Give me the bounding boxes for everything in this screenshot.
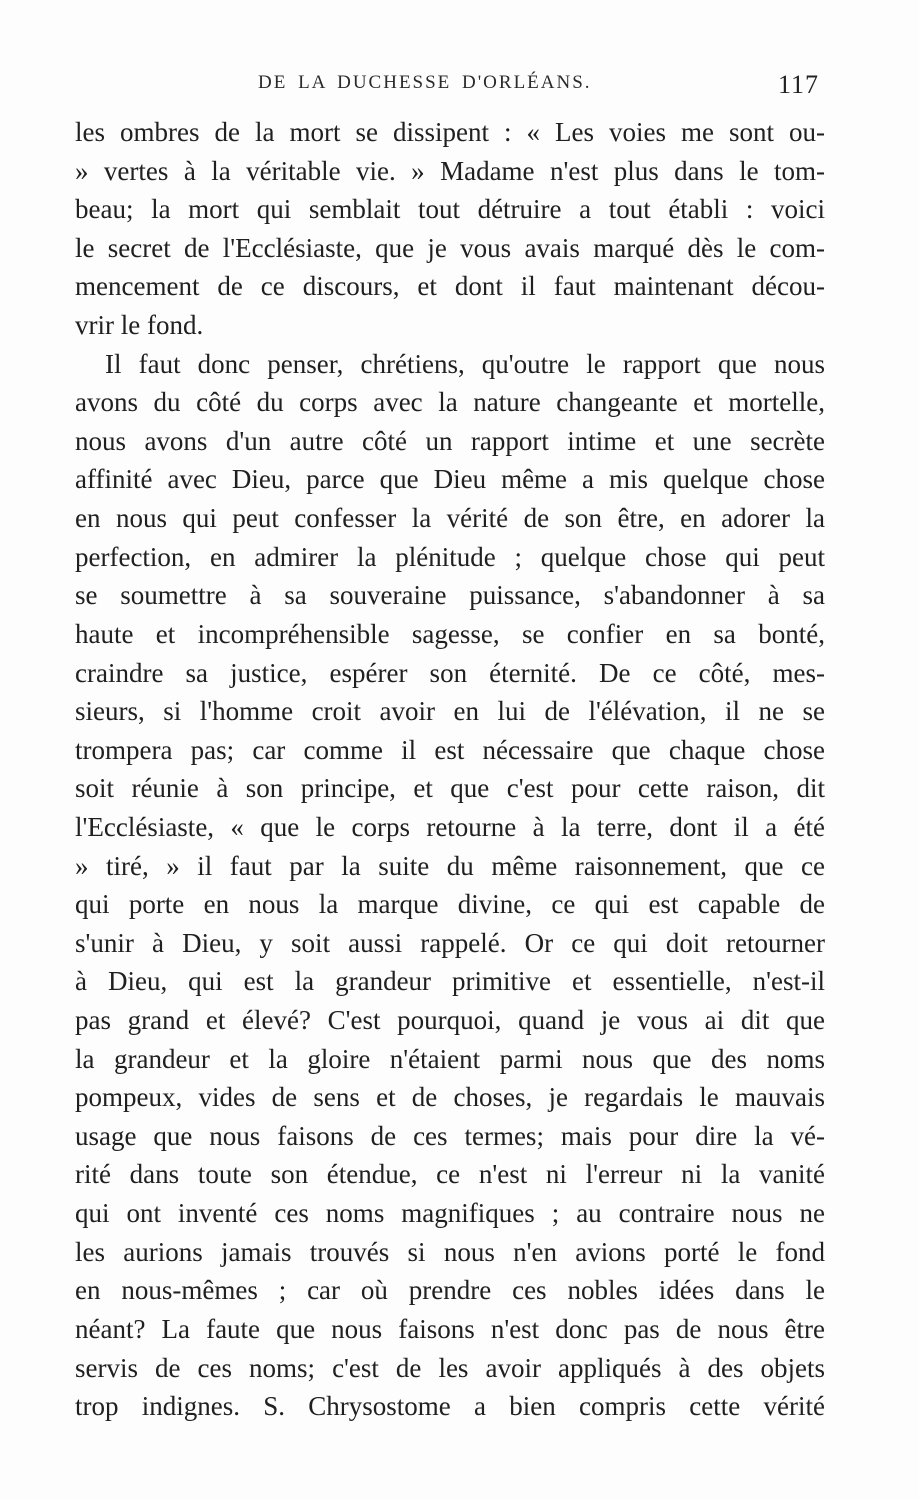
text-line: avons du côté du corps avec la nature changeante et mortelle, [75, 387, 825, 418]
text-line: néant? La faute que nous faisons n'est donc pas de nous être [75, 1313, 825, 1344]
text-line: nous avons d'un autre côté un rapport intime et une secrète [75, 425, 825, 456]
text-line: » tiré, » il faut par la suite du même raisonnement, que ce [75, 850, 825, 881]
text-line: pas grand et élevé? C'est pourquoi, quand je vous ai dit que [75, 1005, 825, 1036]
running-head [0, 70, 919, 104]
text-line: haute et incompréhensible sagesse, se confier en sa bonté, [75, 618, 825, 649]
text-line: mencement de ce discours, et dont il faut maintenant décou- [75, 271, 825, 302]
text-line: en nous qui peut confesser la vérité de son être, en adorer la [75, 503, 825, 534]
page-number: 117 [778, 70, 820, 99]
text-line: les aurions jamais trouvés si nous n'en avions porté le fond [75, 1236, 825, 1267]
text-line: sieurs, si l'homme croit avoir en lui de l'élévation, il ne se [75, 696, 825, 727]
text-line: se soumettre à sa souveraine puissance, s'abandonner à sa [75, 580, 825, 611]
text-line: qui ont inventé ces noms magnifiques ; au contraire nous ne [75, 1198, 825, 1229]
text-line: soit réunie à son principe, et que c'est pour cette raison, dit [75, 773, 825, 804]
text-line: qui porte en nous la marque divine, ce qui est capable de [75, 889, 825, 920]
text-line: usage que nous faisons de ces termes; mais pour dire la vé- [75, 1120, 825, 1151]
text-line: à Dieu, qui est la grandeur primitive et essentielle, n'est-il [75, 966, 825, 997]
running-title: DE LA DUCHESSE D'ORLÉANS. [258, 72, 592, 93]
text-line: les ombres de la mort se dissipent : « Les voies me sont ou- [75, 117, 825, 147]
paragraph-end-line: vrir le fond. [75, 310, 204, 341]
text-line: rité dans toute son étendue, ce n'est ni l'erreur ni la vanité [75, 1159, 825, 1190]
text-line: en nous-mêmes ; car où prendre ces nobles idées dans le [75, 1275, 825, 1306]
text-line: le secret de l'Ecclésiaste, que je vous avais marqué dès le com- [75, 232, 825, 263]
body-text [75, 113, 825, 1426]
text-line: trop indignes. S. Chrysostome a bien compris cette vérité [75, 1391, 825, 1422]
text-line: trompera pas; car comme il est nécessaire que chaque chose [75, 734, 825, 765]
paragraph-first-line: Il faut donc penser, chrétiens, qu'outre le rapport que nous [105, 348, 825, 379]
text-line: pompeux, vides de sens et de choses, je regardais le mauvais [75, 1082, 825, 1113]
text-line: affinité avec Dieu, parce que Dieu même a mis quelque chose [75, 464, 825, 495]
text-line: s'unir à Dieu, y soit aussi rappelé. Or ce qui doit retourner [75, 927, 825, 958]
text-line: craindre sa justice, espérer son éternité. De ce côté, mes- [75, 657, 825, 688]
text-line: perfection, en admirer la plénitude ; quelque chose qui peut [75, 541, 825, 572]
text-line: » vertes à la véritable vie. » Madame n'est plus dans le tom- [75, 155, 825, 186]
text-line: beau; la mort qui semblait tout détruire a tout établi : voici [75, 194, 825, 225]
text-line: l'Ecclésiaste, « que le corps retourne à la terre, dont il a été [75, 811, 825, 842]
text-line: servis de ces noms; c'est de les avoir appliqués à des objets [75, 1352, 825, 1383]
text-line: la grandeur et la gloire n'étaient parmi nous que des noms [75, 1043, 825, 1074]
